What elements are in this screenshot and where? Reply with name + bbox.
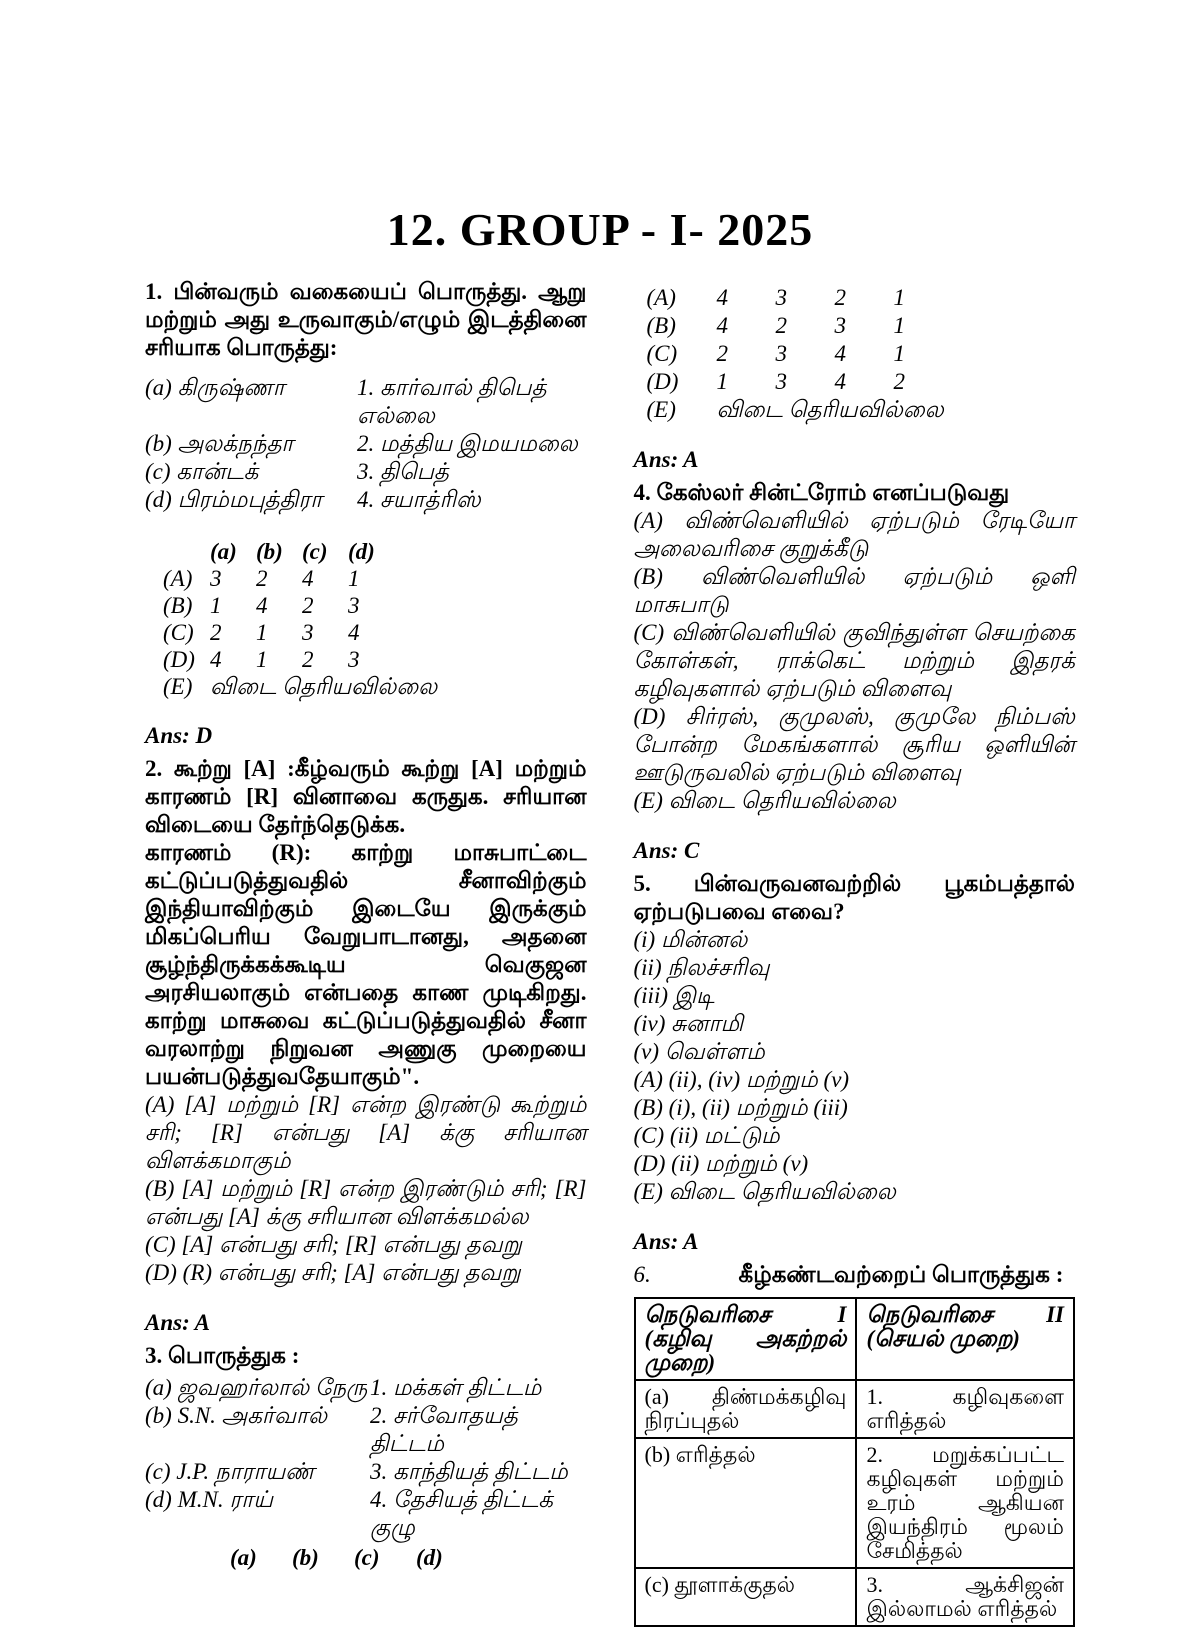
- pair-row: [145, 1402, 587, 1458]
- pair-left: (a) ஜவஹர்லால் நேரு: [145, 1375, 368, 1400]
- matrix-col-label: (a): [210, 539, 237, 564]
- question-5-option-a: (A) (ii), (iv) மற்றும் (v): [633, 1067, 850, 1092]
- right-column: [634, 278, 1076, 1627]
- matrix-cell: 2: [256, 566, 268, 591]
- matrix-cell: 1: [256, 620, 268, 645]
- matrix-cell: 3: [302, 620, 314, 645]
- pair-left: (d) பிரம்மபுத்திரா: [145, 487, 323, 512]
- matrix-row: [163, 646, 587, 673]
- pair-row: [145, 1458, 587, 1486]
- question-5-option-c: (C) (ii) மட்டும்: [633, 1123, 780, 1148]
- pair-row: [145, 374, 587, 430]
- question-4-stem: 4. கேஸ்லர் சின்ட்ரோம் எனப்படுவது: [633, 480, 1010, 505]
- question-1-option-matrix: [163, 538, 587, 700]
- pair-right: 2. சர்வோதயத் திட்டம்: [370, 1403, 518, 1456]
- pair-right: 2. மத்திய இமயமலை: [357, 431, 578, 456]
- matrix-cell: 2: [302, 647, 314, 672]
- matrix-col-label: (c): [302, 539, 328, 564]
- question-6-match-table: [634, 1297, 1076, 1627]
- question-2-option-a: (A) [A] மற்றும் [R] என்ற இரண்டு கூற்றும் சரி; [R] என்பது [A] க்கு சரியான விளக்கமாகும்: [145, 1092, 587, 1173]
- matrix-cell: 3: [775, 369, 787, 394]
- pair-row: [145, 1486, 587, 1542]
- pair-right: 1. மக்கள் திட்டம்: [370, 1375, 542, 1400]
- question-5-item-iv: (iv) சுனாமி: [633, 1011, 744, 1036]
- question-2-stem: 2. கூற்று [A] :கீழ்வரும் கூற்று [A] மற்றும் காரணம் [R] வினாவை கருதுக. சரியான விடையை தேர்ந்தெடுக்க.: [145, 756, 587, 837]
- matrix-cell: 2: [210, 620, 222, 645]
- question-3-option-matrix: [647, 284, 1076, 424]
- question-6-stem-row: [634, 1261, 1076, 1289]
- matrix-cell: 4: [834, 369, 846, 394]
- question-2-option-d: (D) (R) என்பது சரி; [A] என்பது தவறு: [145, 1260, 521, 1285]
- question-1-stem: 1. பின்வரும் வகையைப் பொருத்து. ஆறு மற்றும் அது உருவாகும்/எழும் இடத்தினை சரியாக பொருத்து:: [145, 279, 587, 360]
- matrix-row-label: (D): [163, 647, 195, 672]
- table-cell-right: 2. மறுக்கப்பட்ட கழிவுகள் மற்றும் உரம் ஆகியன இயந்திரம் மூலம் சேமித்தல்: [856, 1438, 1074, 1568]
- question-5-item-ii: (ii) நிலச்சரிவு: [633, 955, 770, 980]
- left-column: [145, 278, 587, 1627]
- two-column-layout: [0, 262, 1200, 1627]
- matrix-row-label: (A): [646, 285, 676, 310]
- matrix-cell: 4: [716, 313, 728, 338]
- table-cell-left: (a) திண்மக்கழிவு நிரப்புதல்: [635, 1380, 857, 1438]
- question-4-option-b: (B) விண்வெளியில் ஏற்படும் ஒளி மாசுபாடு: [633, 564, 1075, 617]
- question-4-option-c: (C) விண்வெளியில் குவிந்துள்ள செயற்கை கோள்கள், ராக்கெட் மற்றும் இதரக் கழிவுகளால் ஏற்படும் விளைவு: [633, 620, 1075, 701]
- table-row: [635, 1380, 1075, 1438]
- pair-left: (b) S.N. அகர்வால்: [145, 1403, 328, 1428]
- question-5-option-e: (E) விடை தெரியவில்லை: [633, 1179, 896, 1204]
- question-5-option-d: (D) (ii) மற்றும் (v): [633, 1151, 809, 1176]
- question-3-answer: Ans: A: [633, 447, 699, 472]
- matrix-row: [163, 592, 587, 619]
- pair-row: [145, 486, 587, 514]
- matrix-row: [647, 368, 1076, 396]
- question-5-item-v: (v) வெள்ளம்: [633, 1039, 765, 1064]
- pair-right: 4. சயாத்ரிஸ்: [357, 487, 481, 512]
- matrix-cell: 2: [302, 593, 314, 618]
- matrix-cell: 1: [256, 647, 268, 672]
- question-5-item-iii: (iii) இடி: [633, 983, 715, 1008]
- question-1-pairs: [145, 374, 587, 514]
- question-5-stem: 5. பின்வருவனவற்றில் பூகம்பத்தால் ஏற்படுபவை எவை?: [633, 871, 1075, 924]
- matrix-row-label: (C): [163, 620, 194, 645]
- table-header-row: [635, 1298, 1075, 1380]
- matrix-col-label: (b): [292, 1545, 319, 1570]
- question-3-matrix-header: [230, 1544, 587, 1572]
- matrix-cell: 4: [348, 620, 360, 645]
- matrix-cell: 2: [893, 369, 905, 394]
- matrix-cell: 3: [348, 647, 360, 672]
- matrix-cell: 2: [834, 285, 846, 310]
- matrix-col-label: (d): [416, 1545, 443, 1570]
- pair-row: [145, 430, 587, 458]
- question-6-number: 6.: [633, 1262, 651, 1287]
- matrix-cell-no-answer: விடை தெரியவில்லை: [716, 397, 944, 422]
- matrix-cell: 1: [893, 285, 905, 310]
- pair-left: (d) M.N. ராய்: [145, 1487, 273, 1512]
- matrix-row-label: (E): [646, 397, 676, 422]
- matrix-cell: 1: [893, 341, 905, 366]
- table-cell-left: (b) எரித்தல்: [635, 1438, 857, 1568]
- question-3-stem: 3. பொருத்துக :: [145, 1343, 300, 1368]
- matrix-cell: 4: [716, 285, 728, 310]
- pair-left: (c) கான்டக்: [145, 459, 259, 484]
- matrix-row-label: (A): [163, 566, 193, 591]
- question-3-pairs: [145, 1374, 587, 1542]
- pair-left: (a) கிருஷ்ணா: [145, 375, 285, 400]
- table-col2-header: நெடுவரிசை II (செயல் முறை): [856, 1298, 1074, 1380]
- question-2-option-c: (C) [A] என்பது சரி; [R] என்பது தவறு: [145, 1232, 522, 1257]
- question-4-answer: Ans: C: [633, 838, 700, 863]
- matrix-cell: 3: [775, 285, 787, 310]
- table-cell-right: 1. கழிவுகளை எரித்தல்: [856, 1380, 1074, 1438]
- question-2-reason: காரணம் (R): காற்று மாசுபாட்டை கட்டுப்படுத்துவதில் சீனாவிற்கும் இந்தியாவிற்கும் இடையே இருக்கும் மிகப்பெரிய வேறுபாடானது, அதனை சூழ்ந்திருக்கக்கூடிய வெகுஜன அரசியலாகும் என்பதை காண முடிகிறது. காற்று மாசுவை கட்டுப்படுத்துவதில் சீனா வரலாற்று நிறுவன அணுகு முறையை பயன்படுத்துவதேயாகும்".: [145, 840, 587, 1089]
- pair-row: [145, 458, 587, 486]
- matrix-row-label: (B): [646, 313, 676, 338]
- matrix-col-label: (c): [354, 1545, 380, 1570]
- table-row: [635, 1568, 1075, 1626]
- matrix-row: [163, 565, 587, 592]
- pair-left: (b) அலக்நந்தா: [145, 431, 294, 456]
- page-title: 12. GROUP - I- 2025: [386, 204, 814, 255]
- matrix-cell: 4: [256, 593, 268, 618]
- matrix-row-e: [163, 673, 587, 700]
- question-4-option-a: (A) விண்வெளியில் ஏற்படும் ரேடியோ அலைவரிசை குறுக்கீடு: [633, 508, 1075, 561]
- pair-row: [145, 1374, 587, 1402]
- matrix-col-label: (a): [230, 1545, 257, 1570]
- table-cell-left: (c) தூளாக்குதல்: [635, 1568, 857, 1626]
- matrix-corner: [163, 538, 210, 565]
- matrix-cell: 1: [716, 369, 728, 394]
- matrix-row: [647, 312, 1076, 340]
- matrix-cell-no-answer: விடை தெரியவில்லை: [210, 674, 438, 699]
- matrix-cell: 4: [834, 341, 846, 366]
- pair-left: (c) J.P. நாராயண்: [145, 1459, 315, 1484]
- pair-right: 3. திபெத்: [357, 459, 449, 484]
- matrix-col-label: (b): [256, 539, 283, 564]
- matrix-row: [647, 340, 1076, 368]
- matrix-col-label: (d): [348, 539, 375, 564]
- question-6-stem: கீழ்கண்டவற்றைப் பொருத்துக :: [738, 1262, 1064, 1287]
- matrix-cell: 2: [716, 341, 728, 366]
- matrix-row: [647, 284, 1076, 312]
- pair-right: 1. கார்வால் திபெத் எல்லை: [357, 375, 547, 428]
- question-5-answer: Ans: A: [633, 1229, 699, 1254]
- matrix-cell: 1: [348, 566, 360, 591]
- matrix-cell: 3: [834, 313, 846, 338]
- table-col1-header: நெடுவரிசை I (கழிவு அகற்றல் முறை): [635, 1298, 857, 1380]
- matrix-row-label: (E): [163, 674, 193, 699]
- matrix-cell: 1: [210, 593, 222, 618]
- question-2-option-b: (B) [A] மற்றும் [R] என்ற இரண்டும் சரி; [R] என்பது [A] க்கு சரியான விளக்கமல்ல: [145, 1176, 587, 1229]
- question-4-option-d: (D) சிர்ரஸ், குமுலஸ், குமுலே நிம்பஸ் போன்ற மேகங்களால் சூரிய ஒளியின் ஊடுருவலில் ஏற்படும் விளைவு: [633, 704, 1075, 785]
- matrix-row-label: (D): [646, 369, 679, 394]
- matrix-cell: 3: [775, 341, 787, 366]
- question-5-item-i: (i) மின்னல்: [633, 927, 748, 952]
- pair-right: 3. காந்தியத் திட்டம்: [370, 1459, 568, 1484]
- matrix-row: [163, 619, 587, 646]
- matrix-cell: 1: [893, 313, 905, 338]
- matrix-cell: 3: [210, 566, 222, 591]
- matrix-cell: 4: [302, 566, 314, 591]
- question-4-option-e: (E) விடை தெரியவில்லை: [633, 788, 896, 813]
- question-5-option-b: (B) (i), (ii) மற்றும் (iii): [633, 1095, 848, 1120]
- matrix-row-label: (B): [163, 593, 193, 618]
- table-row: [635, 1438, 1075, 1568]
- matrix-header-row: [163, 538, 587, 565]
- matrix-cell: 2: [775, 313, 787, 338]
- table-cell-right: 3. ஆக்சிஜன் இல்லாமல் எரித்தல்: [856, 1568, 1074, 1626]
- matrix-row-label: (C): [646, 341, 678, 366]
- question-2-answer: Ans: A: [145, 1310, 210, 1335]
- matrix-cell: 4: [210, 647, 222, 672]
- question-1-answer: Ans: D: [145, 723, 213, 748]
- matrix-row-e: [647, 396, 1076, 424]
- pair-right: 4. தேசியத் திட்டக் குழு: [370, 1487, 553, 1540]
- matrix-cell: 3: [348, 593, 360, 618]
